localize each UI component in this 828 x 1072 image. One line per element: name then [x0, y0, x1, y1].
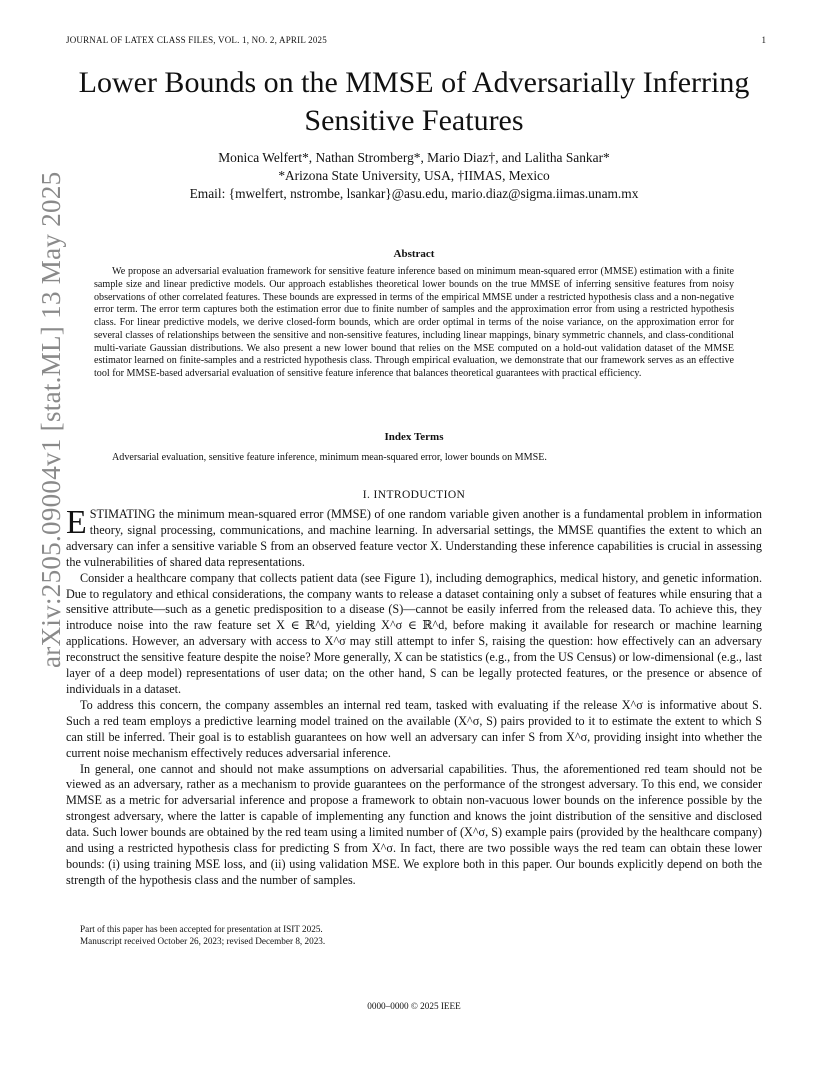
- running-head: JOURNAL OF LATEX CLASS FILES, VOL. 1, NO. 2, APRIL 2025: [66, 35, 327, 45]
- footnote-manuscript: Manuscript received October 26, 2023; revised December 8, 2023.: [80, 935, 326, 946]
- intro-paragraph-2: Consider a healthcare company that collects patient data (see Figure 1), including demographics, medical history, and genetic information. Due to regulatory and ethical considerations, the company wants to release a dataset containing only a subset of features while ensuring that a sensitive attribute—such as a genetic predisposition to a disease (S)—cannot be easily inferred from the released data. To achieve this, they introduce noise into the raw feature set X ∈ ℝ^d, yielding X^σ ∈ ℝ^d, before making it available for research or machine learning applications. However, an adversary with access to X^σ may still attempt to infer S, raising the question: how effectively can an adversary reconstruct the sensitive feature despite the noise? More generally, X can be statistics (e.g., from the US Census) or low-dimensional (e.g., last layer of a deep model) representations of user data; on the other hand, S can be legally protected features, or the presence or absence of individuals in a dataset.: [66, 570, 762, 696]
- page-number: 1: [761, 35, 766, 45]
- arxiv-stamp[interactable]: arXiv:2505.09004v1 [stat.ML] 13 May 2025: [36, 171, 66, 668]
- authors: Monica Welfert*, Nathan Stromberg*, Mario Diaz†, and Lalitha Sankar*: [218, 150, 610, 165]
- author-emails[interactable]: Email: {mwelfert, nstrombe, lsankar}@asu.edu, mario.diaz@sigma.iimas.unam.mx: [189, 186, 639, 201]
- affiliations: *Arizona State University, USA, †IIMAS, Mexico: [278, 168, 550, 183]
- intro-paragraph-1-text: STIMATING the minimum mean-squared error (MMSE) of one random variable given another is a fundamental problem in information theory, signal processing, communications, and machine learning. In adversarial settings, the MMSE quantifies the extent to which an adversary can infer a sensitive variable S from an observed feature vector X. Understanding these inference capabilities is crucial in assessing the vulnerabilities of shared data representations.: [66, 507, 762, 569]
- abstract-heading: Abstract: [393, 248, 435, 260]
- footnote-isit: Part of this paper has been accepted for presentation at ISIT 2025.: [80, 924, 323, 934]
- footnotes: [66, 924, 762, 947]
- intro-paragraph-1: [66, 504, 762, 571]
- paper-title: Lower Bounds on the MMSE of Adversarially Inferring Sensitive Features: [78, 66, 750, 137]
- abstract-text: We propose an adversarial evaluation framework for sensitive feature inference based on minimum mean-squared error (MMSE) estimation with a finite sample size and linear predictive models. Our approach establishes theoretical lower bounds on the true MMSE of inferring sensitive features from noisy observations of other correlated features. These bounds are expressed in terms of the empirical MMSE under a restricted hypothesis class and a non-negative error term. The error term captures both the estimation error due to finite number of samples and the approximation error from using a restricted hypothesis class. For linear predictive models, we derive closed-form bounds, which are order optimal in terms of the noise variance, on the approximation error for several classes of relationships between the sensitive and non-sensitive features, including linear mappings, binary symmetric channels, and class-conditional multi-variate Gaussian distributions. We also present a new lower bound that relies on the MSE computed on a hold-out validation dataset of the MMSE estimator learned on finite-samples and a restricted hypothesis class. Through empirical evaluation, we demonstrate that our framework serves as an effective tool for MMSE-based adversarial evaluation of sensitive feature inference that balances theoretical guarantees with practical efficiency.: [94, 266, 734, 379]
- section-heading-introduction: I. INTRODUCTION: [362, 489, 466, 501]
- intro-paragraph-3: To address this concern, the company assembles an internal red team, tasked with evaluating if the release X^σ is informative about S. Such a red team employs a predictive learning model trained on the available (X^σ, S) pairs provided to it to estimate the extent to which S can still be inferred. Their goal is to establish guarantees on how well an adversary can infer S from X^σ, providing insight into whether the current noise mechanism effectively reduces adversarial inference.: [66, 697, 762, 760]
- drop-cap: E: [66, 504, 87, 541]
- introduction-body: [66, 504, 762, 889]
- index-terms-heading: Index Terms: [384, 431, 444, 443]
- intro-paragraph-4: In general, one cannot and should not make assumptions on adversarial capabilities. Thus, the aforementioned red team should not be viewed as an adversary, rather as a mechanism to provide guarantees on the performance of the strongest adversary. To this end, we consider MMSE as a metric for adversarial inference and propose a framework to obtain non-vacuous lower bounds on the inference possible by the strongest adversary, where the latter is capable of implementing any function and knows the joint distribution of the sensitive and disclosed data. Such lower bounds are obtained by the red team using a limited number of (X^σ, S) example pairs (provided by the healthcare company) and using a restricted hypothesis class for predicting S from X^σ. In fact, there are two possible ways the red team can obtain these lower bounds: (i) using training MSE loss, and (ii) using validation MSE. We explore both in this paper. Our bounds explicitly depend on both the strength of the hypothesis class and the number of samples.: [66, 761, 762, 887]
- copyright-line: 0000–0000 © 2025 IEEE: [367, 1001, 461, 1011]
- index-terms-text: Adversarial evaluation, sensitive feature inference, minimum mean-squared error, lower bounds on MMSE.: [112, 452, 547, 463]
